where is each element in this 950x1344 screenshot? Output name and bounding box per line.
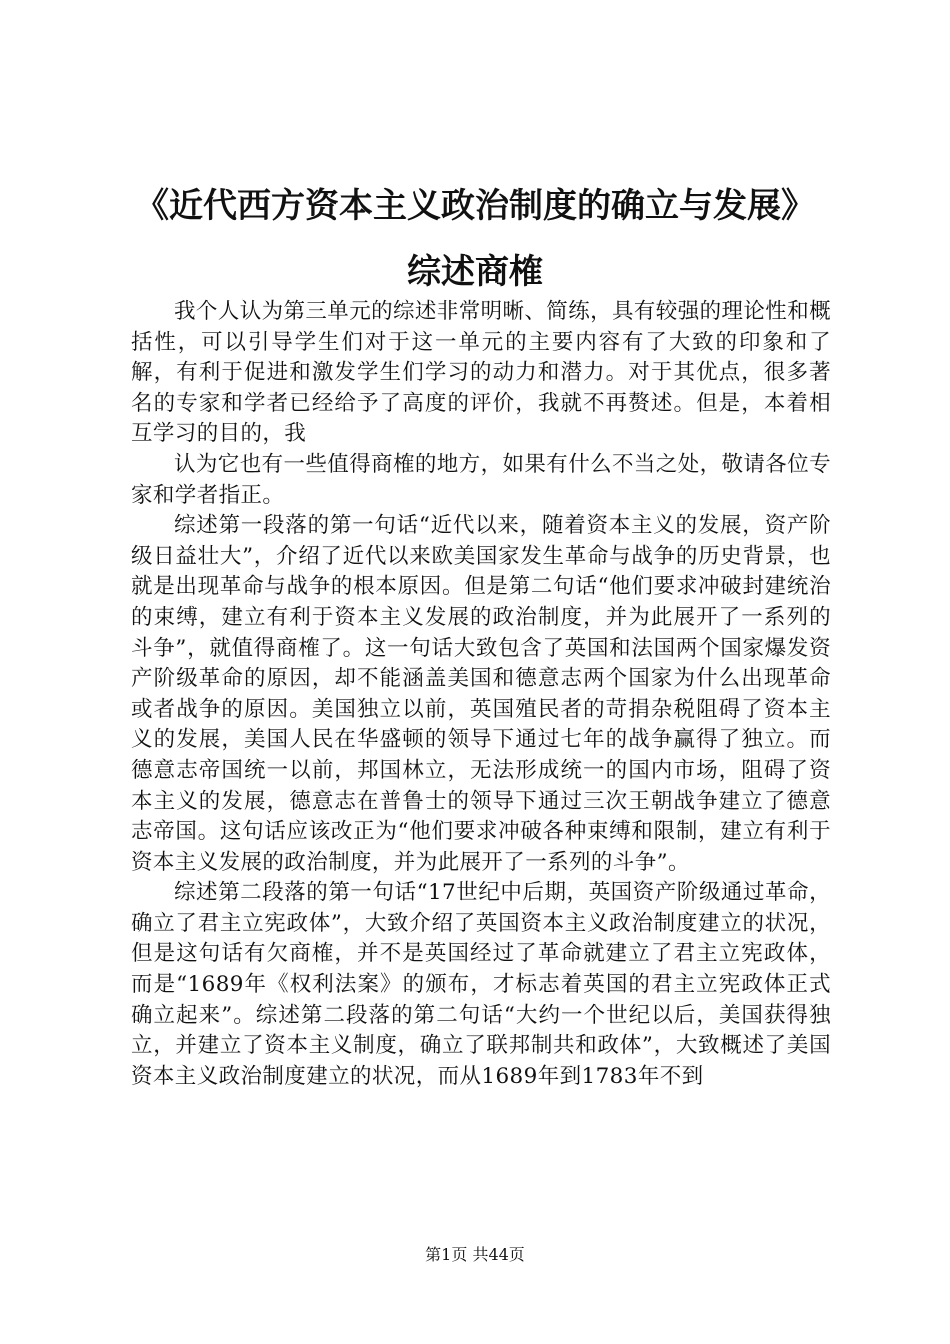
document-title-line-2: 综述商榷 bbox=[407, 252, 543, 292]
document-title-line-1: 《近代西方资本主义政治制度的确立与发展》 bbox=[135, 186, 815, 226]
paragraph: 我个人认为第三单元的综述非常明晰、简练，具有较强的理论性和概括性，可以引导学生们对于这一单元的主要内容有了大致的印象和了解，有利于促进和激发学生们学习的动力和潜力。对于其优点，很多著名的专家和学者已经给予了高度的评价，我就不再赘述。但是，本着相互学习的目的，我 bbox=[131, 299, 832, 447]
page-footer: 第1页 共44页 bbox=[425, 1245, 525, 1264]
document-body bbox=[131, 297, 831, 1092]
paragraph: 认为它也有一些值得商榷的地方，如果有什么不当之处，敬请各位专家和学者指正。 bbox=[131, 451, 832, 508]
paragraph: 综述第一段落的第一句话“近代以来，随着资本主义的发展，资产阶级日益壮大”，介绍了近代以来欧美国家发生革命与战争的历史背景，也就是出现革命与战争的根本原因。但是第二句话“他们要求冲破封建统治的束缚，建立有利于资本主义发展的政治制度，并为此展开了一系列的斗争”，就值得商榷了。这一句话大致包含了英国和法国两个国家爆发资产阶级革命的原因，却不能涵盖美国和德意志两个国家为什么出现革命或者战争的原因。美国独立以前，英国殖民者的苛捐杂税阻碍了资本主义的发展，美国人民在华盛顿的领导下通过七年的战争赢得了独立。而德意志帝国统一以前，邦国林立，无法形成统一的国内市场，阻碍了资本主义的发展，德意志在普鲁士的领导下通过三次王朝战争建立了德意志帝国。这句话应该改正为“他们要求冲破各种束缚和限制，建立有利于资本主义发展的政治制度，并为此展开了一系列的斗争”。 bbox=[131, 513, 831, 875]
paragraph: 综述第二段落的第一句话“17世纪中后期，英国资产阶级通过革命，确立了君主立宪政体”，大致介绍了英国资本主义政治制度建立的状况，但是这句话有欠商榷，并不是英国经过了革命就建立了君主立宪政体，而是“1689年《权利法案》的颁布，才标志着英国的君主立宪政体正式确立起来”。综述第二段落的第二句话“大约一个世纪以后，美国获得独立，并建立了资本主义制度，确立了联邦制共和政体”，大致概述了美国资本主义政治制度建立的状况，而从1689年到1783年不到 bbox=[131, 880, 831, 1089]
